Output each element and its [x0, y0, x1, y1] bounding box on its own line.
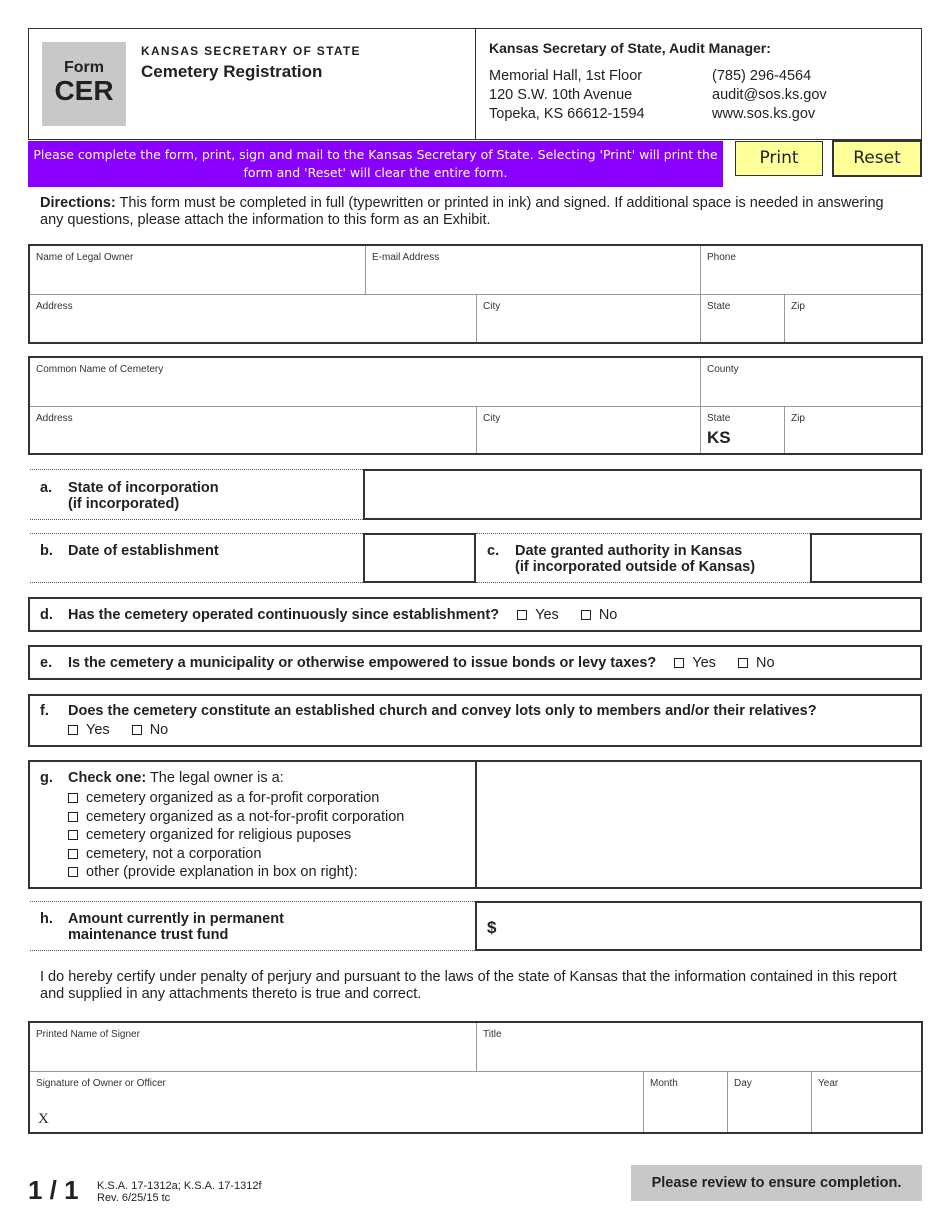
question-h-line1: Amount currently in permanent: [68, 911, 284, 927]
option-label: cemetery organized for religious puposes: [86, 827, 352, 843]
owner-email-field[interactable]: [366, 246, 701, 295]
field-label: Month: [650, 1078, 678, 1089]
question-e-no[interactable]: [738, 655, 775, 671]
printed-name-field[interactable]: [30, 1023, 477, 1072]
cemetery-address-field[interactable]: [30, 407, 477, 453]
cemetery-state-value: KS: [707, 428, 731, 447]
option-label: cemetery organized as a not-for-profit corporation: [86, 808, 405, 825]
directions-text: This form must be completed in full (typewritten or printed in ink) and signed. If additional space is needed in answering any questions, please attach the information to this form as an Exhibit.: [40, 195, 884, 228]
directions-lead: Directions:: [40, 195, 116, 211]
checkbox-icon[interactable]: [68, 867, 78, 877]
question-d-text: Has the cemetery operated continuously since establishment?: [68, 607, 500, 623]
other-explanation-input[interactable]: [477, 762, 920, 887]
field-label: Printed Name of Signer: [36, 1029, 140, 1040]
owner-address-field[interactable]: [30, 295, 477, 342]
option-label: cemetery organized as a for-profit corporation: [86, 790, 380, 806]
owner-name-field[interactable]: [30, 246, 366, 295]
question-a-line2: (if incorporated): [68, 496, 180, 512]
year-field[interactable]: [812, 1072, 921, 1132]
cemetery-zip-field[interactable]: [785, 407, 921, 453]
owner-type-option[interactable]: [68, 808, 404, 827]
question-h-letter: h.: [40, 911, 53, 927]
question-h-label: [68, 911, 284, 943]
question-e-text: Is the cemetery a municipality or otherwise empowered to issue bonds or levy taxes?: [68, 655, 657, 671]
question-b-letter: b.: [40, 543, 53, 559]
question-g-text: The legal owner is a:: [146, 770, 284, 786]
form-code: CER: [54, 75, 114, 106]
cemetery-section: [28, 356, 923, 455]
cemetery-county-field[interactable]: [701, 358, 921, 407]
question-c-line2: (if incorporated outside of Kansas): [515, 559, 756, 575]
establishment-date-input[interactable]: [363, 533, 476, 583]
question-g-lead: Check one:: [68, 770, 147, 786]
field-label: State: [707, 413, 731, 424]
question-e-label: [68, 655, 793, 671]
field-label: City: [483, 301, 501, 312]
field-label: Signature of Owner or Officer: [36, 1078, 166, 1089]
field-label: Zip: [791, 413, 805, 424]
field-label: Phone: [707, 252, 736, 263]
owner-type-option[interactable]: [68, 845, 404, 864]
question-f-label: Does the cemetery constitute an established church and convey lots only to members and/or their relatives?: [68, 703, 817, 719]
field-label: City: [483, 413, 501, 424]
no-label: No: [755, 655, 775, 671]
option-label: other (provide explanation in box on right):: [86, 864, 358, 880]
incorporation-state-input[interactable]: [363, 469, 922, 520]
statute-reference: [97, 1180, 262, 1204]
owner-type-option[interactable]: [68, 826, 404, 845]
yes-label: Yes: [692, 655, 716, 671]
website: www.sos.ks.gov: [712, 106, 816, 122]
print-button[interactable]: Print: [735, 141, 823, 176]
field-label: Name of Legal Owner: [36, 252, 134, 263]
field-label: Common Name of Cemetery: [36, 364, 164, 375]
question-h-line2: maintenance trust fund: [68, 927, 229, 943]
address-line: Memorial Hall, 1st Floor: [489, 68, 643, 84]
checkbox-icon[interactable]: [738, 658, 748, 668]
form-word: Form: [64, 59, 104, 76]
address-line: Topeka, KS 66612-1594: [489, 106, 645, 122]
question-f-options: [68, 722, 186, 738]
question-a-label: [68, 480, 219, 512]
yes-label: Yes: [86, 722, 110, 738]
yes-label: Yes: [535, 607, 559, 623]
question-f-yes[interactable]: [68, 722, 110, 738]
signature-mark: X: [38, 1111, 49, 1127]
field-label: State: [707, 301, 731, 312]
question-f-box: [28, 694, 922, 747]
question-d-yes[interactable]: [517, 607, 559, 623]
signature-section: [28, 1021, 923, 1134]
cemetery-name-field[interactable]: [30, 358, 701, 407]
dollar-sign: $: [487, 918, 497, 937]
field-label: Address: [36, 413, 73, 424]
checkbox-icon[interactable]: [68, 830, 78, 840]
owner-type-option[interactable]: [68, 863, 404, 882]
option-label: cemetery, not a corporation: [86, 845, 262, 862]
owner-section: [28, 244, 923, 344]
email-address: audit@sos.ks.gov: [712, 87, 827, 103]
field-label: E-mail Address: [372, 252, 440, 263]
checkbox-icon[interactable]: [674, 658, 684, 668]
owner-state-field[interactable]: [701, 295, 785, 342]
contact-info: [712, 67, 827, 124]
question-g-letter: g.: [40, 770, 53, 786]
field-label: Year: [818, 1078, 839, 1089]
review-notice: Please review to ensure completion.: [631, 1165, 922, 1201]
field-label: County: [707, 364, 739, 375]
question-b-label: Date of establishment: [68, 543, 219, 559]
owner-type-option[interactable]: [68, 789, 404, 808]
question-e-letter: e.: [40, 655, 53, 671]
field-label: Title: [483, 1029, 502, 1040]
question-a-line1: State of incorporation: [68, 480, 219, 496]
certification-statement: I do hereby certify under penalty of perjury and pursuant to the laws of the state of Kansas that the information contained in this report and supplied in any attachments thereto is true and correct.: [40, 969, 897, 1002]
mailing-address: [489, 67, 645, 124]
checkbox-icon[interactable]: [68, 725, 78, 735]
field-label: Address: [36, 301, 73, 312]
month-field[interactable]: [644, 1072, 728, 1132]
form-badge: [42, 42, 126, 126]
field-label: Day: [734, 1078, 752, 1089]
checkbox-icon[interactable]: [517, 610, 527, 620]
revision-text: Rev. 6/25/15 tc: [97, 1192, 171, 1204]
checkbox-icon[interactable]: [68, 849, 78, 859]
question-d-letter: d.: [40, 607, 53, 623]
field-label: Zip: [791, 301, 805, 312]
page-number: 1 / 1: [28, 1175, 79, 1205]
agency-name: KANSAS SECRETARY OF STATE: [141, 44, 361, 58]
no-label: No: [598, 607, 618, 623]
question-c-label: [515, 543, 755, 575]
question-d-no[interactable]: [581, 607, 618, 623]
checkbox-icon[interactable]: [68, 812, 78, 822]
address-line: 120 S.W. 10th Avenue: [489, 87, 633, 103]
cemetery-city-field[interactable]: [477, 407, 701, 453]
owner-zip-field[interactable]: [785, 295, 921, 342]
question-d-label: [68, 607, 635, 623]
question-g-label: [68, 770, 284, 786]
trust-fund-amount-input[interactable]: [475, 901, 922, 951]
header-divider: [475, 28, 476, 140]
checkbox-icon[interactable]: [132, 725, 142, 735]
question-e-yes[interactable]: [674, 655, 716, 671]
signature-field[interactable]: [30, 1072, 644, 1132]
checkbox-icon[interactable]: [581, 610, 591, 620]
question-a-letter: a.: [40, 480, 53, 496]
form-title: Cemetery Registration: [141, 62, 323, 81]
instructions-banner: Please complete the form, print, sign and mail to the Kansas Secretary of State. Selecting 'Print' will print the form and 'Reset' will clear the entire form.: [28, 141, 723, 187]
no-label: No: [149, 722, 169, 738]
owner-city-field[interactable]: [477, 295, 701, 342]
cemetery-state-field[interactable]: [701, 407, 785, 453]
title-field[interactable]: [477, 1023, 921, 1072]
phone-number: (785) 296-4564: [712, 68, 812, 84]
authority-date-input[interactable]: [810, 533, 922, 583]
question-f-no[interactable]: [132, 722, 169, 738]
reset-button[interactable]: Reset: [833, 141, 921, 176]
question-f-letter: f.: [40, 703, 49, 719]
owner-type-options: [68, 789, 404, 882]
manager-label: Kansas Secretary of State, Audit Manager:: [489, 40, 771, 56]
directions: [40, 195, 910, 229]
statute-text: K.S.A. 17-1312a; K.S.A. 17-1312f: [97, 1180, 262, 1192]
owner-phone-field[interactable]: [701, 246, 921, 295]
checkbox-icon[interactable]: [68, 793, 78, 803]
question-c-line1: Date granted authority in Kansas: [515, 543, 743, 559]
question-c-letter: c.: [487, 543, 500, 559]
day-field[interactable]: [728, 1072, 812, 1132]
